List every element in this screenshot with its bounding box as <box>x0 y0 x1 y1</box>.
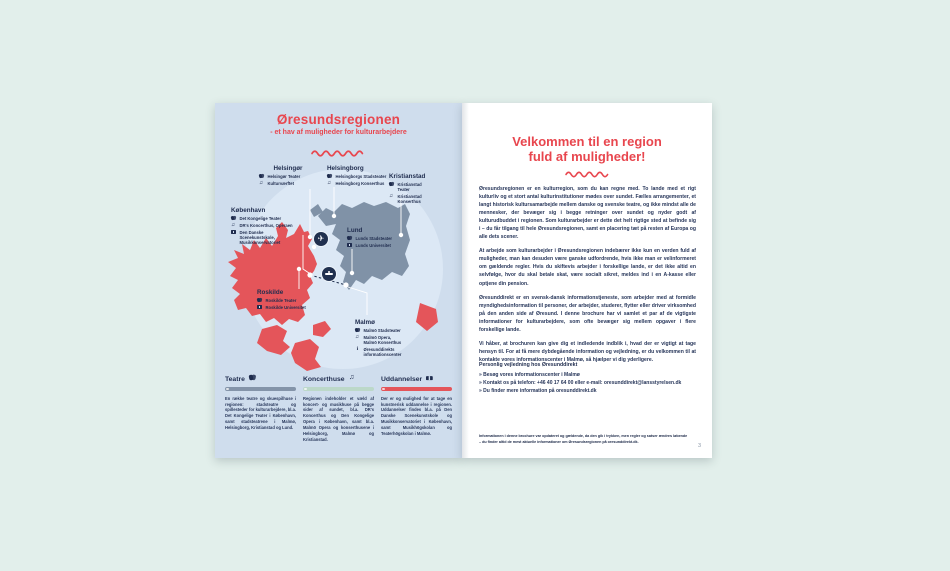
left-page-subtitle: - et hav af muligheder for kulturarbejdere <box>270 129 407 136</box>
map-city-lund <box>347 227 407 250</box>
theater-masks-icon <box>347 236 353 241</box>
venue-label: Øresunddirekts informationscenter <box>363 346 402 357</box>
map-city-helsingborg <box>327 165 393 188</box>
legend-uddannelser <box>381 376 452 437</box>
music-note-icon <box>231 223 237 228</box>
legend-title: Koncerthuse <box>303 376 345 383</box>
paragraph: Øresundsregionen er en kulturregion, som du kan regne med. To lande med et rigt kulturliv og et stort antal kulturinstitutioner mødes over sundet. Fælles arrangementer, et langt historisk kultursamarbejde mellem danske og svenske teatre, og ikke mindst alle de mennesker, der bevæger sig i begge retninger over sundet og nyder godt af kulturudbuddet i regionen. Som kulturarbejder er dette det helt rigtige sted at befinde sig i – du får tilgang til hele Øresundsregionen, samt en placering tæt på resten af Europa og alle dets scener. <box>479 186 696 241</box>
title-line-1: Velkommen til en region <box>512 134 662 149</box>
paragraph: At arbejde som kulturarbejder i Øresundsregionen indebærer ikke kun en verden fuld af muligheder, man kan desuden være ganske udfordrende, hvis ikke man er velinformeret om gældende regler. Hvis du skiftevis arbejder i forskellige lande, er det ikke altid en selvfølge, hvor du skal betale skat, være socialt sikret, meldes ind i en A-kasse eller optjene din pension. <box>479 248 696 287</box>
right-page-title <box>462 134 712 165</box>
venue-label: Kulturværftet <box>267 180 295 186</box>
venue-label: Lunds Universitet <box>355 242 391 248</box>
legend-text: En række teatre og skuespilhuse i regionen: stadsteatre og spillesteder for kulturarbejdere, bl.a. Det Kongelige Teater i København, samt stadsteatrene i Malmø, Helsingborg, Kristianstad og Lund. <box>225 395 296 431</box>
info-icon <box>355 347 361 352</box>
theater-masks-icon <box>389 182 395 187</box>
contact-block <box>479 362 696 395</box>
legend-bar-uddannelser <box>381 387 452 391</box>
city-name: København <box>231 207 266 214</box>
venue-label: Roskilde Universitet <box>265 304 306 310</box>
squiggle-divider <box>310 148 368 157</box>
theater-masks-icon <box>355 328 361 333</box>
legend-title: Teatre <box>225 376 245 383</box>
city-name: Malmø <box>355 319 375 326</box>
map-city-kobenhavn <box>231 207 305 247</box>
education-book-icon <box>231 230 237 235</box>
map-city-kristianstad <box>389 173 441 206</box>
legend-text: Der er og mulighed for at tage en kunstnerisk uddannelse i regionen. Uddannelser findes bl.a. på Den Danske Scenekunstskole og Musikkonservatoriet i København, samt Musikhögskolan og Teaterhögskolan i Malmø. <box>381 395 452 437</box>
venue-label: DR's Koncerthus, Operaen <box>239 222 293 228</box>
venue-label: Helsingborgs Stadsteater <box>335 174 387 179</box>
city-name: Kristianstad <box>389 173 426 180</box>
train-icon <box>322 267 336 281</box>
education-book-icon <box>426 375 437 384</box>
title-line-2: fuld af muligheder! <box>528 149 646 165</box>
city-name: Roskilde <box>257 289 284 296</box>
legend-teatre <box>225 376 296 431</box>
legend-title: Uddannelser <box>381 376 423 383</box>
theater-masks-icon <box>327 174 333 179</box>
venue-label: Kristianstad Konserthus <box>397 194 422 205</box>
right-page <box>462 103 712 458</box>
theater-masks-icon <box>259 174 265 179</box>
venue-label: Helsingborg Konserthus <box>335 180 385 186</box>
music-note-icon <box>259 181 265 186</box>
venue-label: Malmö Opera, Malmö Konserthus <box>363 334 402 345</box>
contact-bullet: » Kontakt os på telefon: +46 40 17 64 00 eller e-mail: oresunddirekt@lansstyrelsen.dk <box>479 379 682 386</box>
education-book-icon <box>347 243 353 248</box>
city-name: Helsingør <box>273 165 303 172</box>
music-note-icon <box>349 375 360 384</box>
legend-bar-koncerthuse <box>303 387 374 391</box>
page-number: 3 <box>697 443 701 449</box>
paragraph: Vi håber, at brochuren kan give dig et indledende indblik i, hvad der er vigtigt at tage hensyn til. For at få mere dybdegående information og vejledning, er du velkommen til at kontakte vores informationscenter i Malmø, så hjælper vi dig yderligere. <box>479 340 696 363</box>
music-note-icon <box>355 335 361 340</box>
venue-label: Helsingør Teater <box>267 174 301 179</box>
venue-label: Lunds Stadsteater <box>355 236 393 241</box>
theater-masks-icon <box>257 298 263 303</box>
legend-text: Regionen indeholder et væld af koncert- og musikhuse på begge sider af sundet, bl.a. DR's Koncerthus og Den Kongelige Opera i København, samt bl.a. Malmö Opera og konserthusene i Helsingborg, Malmø og Kristianstad. <box>303 395 374 443</box>
map-city-roskilde <box>257 289 315 312</box>
map-city-helsingor <box>259 165 317 188</box>
venue-label: Kristianstad Teater <box>397 182 422 193</box>
contact-bullet: » Du finder mere information på oresunddirekt.dk <box>479 387 597 394</box>
legend-koncerthuse <box>303 376 374 443</box>
airplane-icon: ✈ <box>314 232 328 246</box>
education-book-icon <box>257 305 263 310</box>
city-name: Helsingborg <box>327 165 364 172</box>
venue-label: Det Kongelige Teater <box>239 216 282 221</box>
contact-bullet: » Besøg vores informationscenter i Malmø <box>479 371 580 378</box>
legend-bar-teatre <box>225 387 296 391</box>
paragraph: Øresunddirekt er en svensk-dansk informationstjeneste, som arbejder med at formidle myndighedsinformation til personer, der arbejder, studerer, flytter eller driver virksomhed på den anden side af Øresund. I denne brochure har vi samlet et par af de vigtigste informationer for kulturarbejdere, som ofte bevæger sig mellem opgaver i flere forskellige lande. <box>479 294 696 333</box>
music-note-icon <box>327 181 333 186</box>
footnote: Informationen i denne brochure var opdateret og gældende, da den gik i trykken, men regler og satser ændres løbende – du finder altid de mest aktuelle informationer om Øresundsregionen på oresunddirekt.dk. <box>479 434 688 444</box>
theater-masks-icon <box>231 216 237 221</box>
venue-label: Roskilde Teater <box>265 298 297 303</box>
venue-label: Den Danske Scenekunstskole, Musikkonservatoriet <box>239 229 281 245</box>
map-city-malmo <box>355 319 419 359</box>
theater-masks-icon <box>249 375 260 384</box>
body-text <box>479 185 696 370</box>
left-page-title: Øresundsregionen <box>276 112 401 127</box>
contact-heading: Personlig vejledning hos Øresunddirekt <box>479 362 578 368</box>
squiggle-divider <box>564 169 610 178</box>
venue-label: Malmö Stadsteater <box>363 328 401 333</box>
left-page <box>215 103 462 458</box>
music-note-icon <box>389 194 395 199</box>
city-name: Lund <box>347 227 363 234</box>
